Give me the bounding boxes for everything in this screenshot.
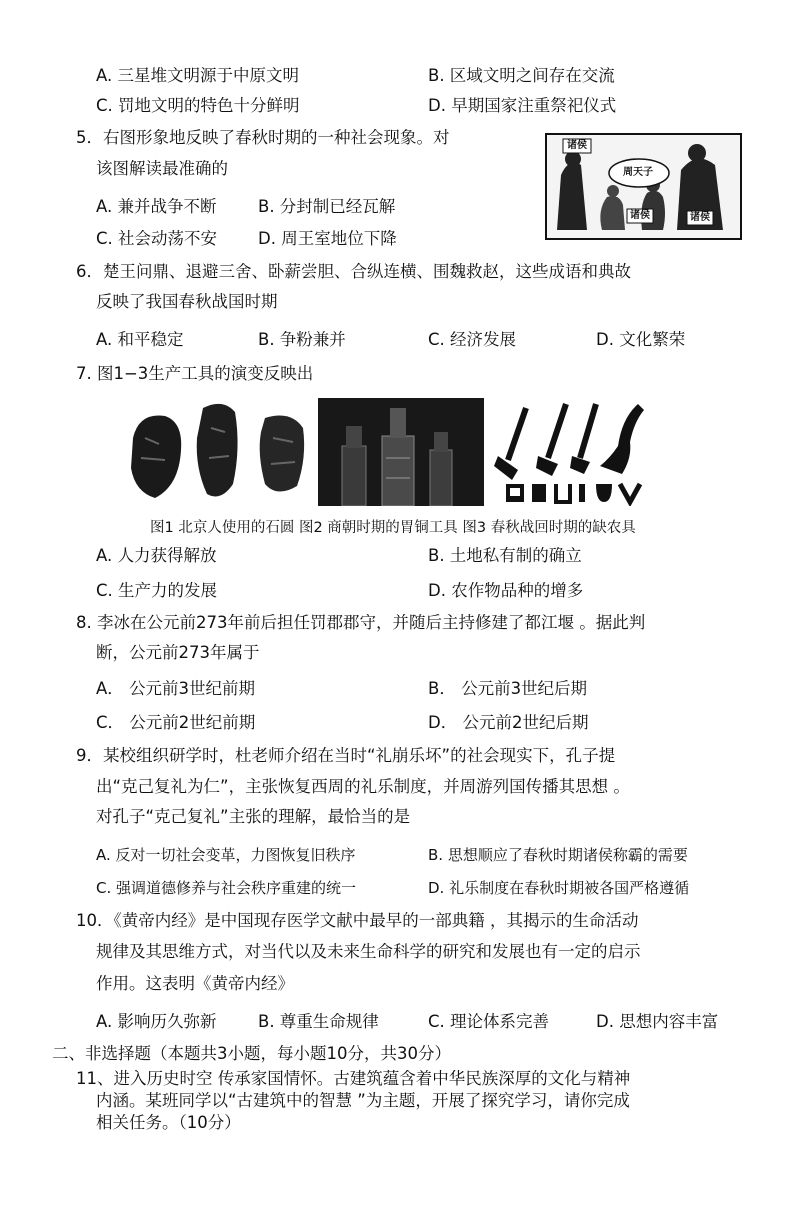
q5-stem-line1: 5．右图形象地反映了春秋时期的一种社会现象。对: [76, 128, 450, 147]
q4-option-d: D. 早期国家注重祭祀仪式: [428, 96, 617, 115]
q7-figure-caption: 图1 北京人使用的石圆 图2 商朝时期的胃铜工具 图3 春秋战回时期的缺农具: [150, 520, 636, 536]
q7-option-a: A. 人力获得解放: [96, 546, 217, 565]
q9-stem-line3: 对孔子“克己复礼”主张的理解，最恰当的是: [96, 807, 411, 826]
q7-option-c: C. 生产力的发展: [96, 581, 218, 600]
cartoon-label-center: 周天子: [623, 167, 653, 178]
section2-title: 二、非选择题（本题共3小题，每小题10分，共30分）: [52, 1044, 451, 1063]
q10-stem-line3: 作用。这表明《黄帝内经》: [96, 974, 294, 993]
q5-option-a: A. 兼并战争不断: [96, 197, 217, 216]
q11-line2: 内涵。某班同学以“古建筑中的智慧 ”为主题，开展了探究学习，请你完成: [96, 1091, 630, 1110]
q11-line3: 相关任务。（10分）: [96, 1113, 241, 1132]
q10-option-c: C. 理论体系完善: [428, 1012, 550, 1031]
q7-figure3-iron-tools: [492, 398, 652, 506]
q5-option-b: B. 分封制已经瓦解: [258, 197, 396, 216]
q7-figure2-bronze-tools: [318, 398, 484, 506]
q9-stem-line2: 出“克己复礼为仁”，主张恢复西周的礼乐制度，并周游列国传播其思想 。: [96, 777, 630, 796]
q4-option-b: B. 区域文明之间存在交流: [428, 66, 615, 85]
q5-stem-line2: 该图解读最准确的: [96, 159, 228, 178]
q8-option-b: B． 公元前3世纪后期: [428, 679, 588, 698]
q6-option-d: D. 文化繁荣: [596, 330, 686, 349]
q9-stem-line1: 9．某校组织研学时，杜老师介绍在当时“礼崩乐坏”的社会现实下，孔子提: [76, 746, 616, 765]
q10-option-b: B. 尊重生命规律: [258, 1012, 379, 1031]
q7-stem: 7. 图1−3生产工具的演变反映出: [76, 364, 314, 383]
q6-stem-line1: 6．楚王问鼎、退避三舍、卧薪尝胆、合纵连横、围魏救赵，这些成语和典故: [76, 262, 631, 281]
q8-stem-line2: 断，公元前273年属于: [96, 643, 260, 662]
q6-option-c: C. 经济发展: [428, 330, 517, 349]
q6-option-b: B. 争粉兼并: [258, 330, 346, 349]
q6-stem-line2: 反映了我国春秋战国时期: [96, 292, 278, 311]
q10-option-a: A. 影响历久弥新: [96, 1012, 217, 1031]
q8-option-c: C． 公元前2世纪前期: [96, 713, 256, 732]
cartoon-label-bottom-left: 诸侯: [630, 210, 650, 221]
q5-cartoon-image: [545, 133, 742, 240]
q9-option-a: A. 反对一切社会变革，力图恢复旧秩序: [96, 846, 356, 864]
q4-option-a: A. 三星堆文明源于中原文明: [96, 66, 299, 85]
q9-option-d: D. 礼乐制度在春秋时期被各国严格遵循: [428, 879, 690, 897]
cartoon-label-top: 诸侯: [567, 140, 587, 151]
q7-figure1-stone-tools: [125, 398, 313, 504]
q9-option-b: B. 思想顺应了春秋时期诸侯称霸的需要: [428, 846, 688, 864]
q9-option-c: C. 强调道德修养与社会秩序重建的统一: [96, 879, 357, 897]
q10-option-d: D. 思想内容丰富: [596, 1012, 719, 1031]
q4-option-c: C. 罚地文明的特色十分鲜明: [96, 96, 300, 115]
q10-stem-line1: 10．《黄帝内经》是中国现存医学文献中最早的一部典籍 ，其揭示的生命活动: [76, 911, 639, 930]
q6-option-a: A. 和平稳定: [96, 330, 184, 349]
q5-option-c: C. 社会动荡不安: [96, 229, 218, 248]
q5-option-d: D. 周王室地位下降: [258, 229, 397, 248]
q7-option-b: B. 土地私有制的确立: [428, 546, 582, 565]
q10-stem-line2: 规律及其思维方式，对当代以及未来生命科学的研究和发展也有一定的启示: [96, 942, 641, 961]
q8-stem-line1: 8. 李冰在公元前273年前后担任罚郡郡守，并随后主持修建了都江堰 。据此判: [76, 613, 646, 632]
q11-line1: 11、进入历史时空 传承家国情怀。古建筑蕴含着中华民族深厚的文化与精神: [76, 1069, 631, 1088]
cartoon-label-bottom-right: 诸侯: [690, 212, 710, 223]
q7-option-d: D. 农作物品种的增多: [428, 581, 584, 600]
q8-option-a: A． 公元前3世纪前期: [96, 679, 256, 698]
q8-option-d: D． 公元前2世纪后期: [428, 713, 589, 732]
